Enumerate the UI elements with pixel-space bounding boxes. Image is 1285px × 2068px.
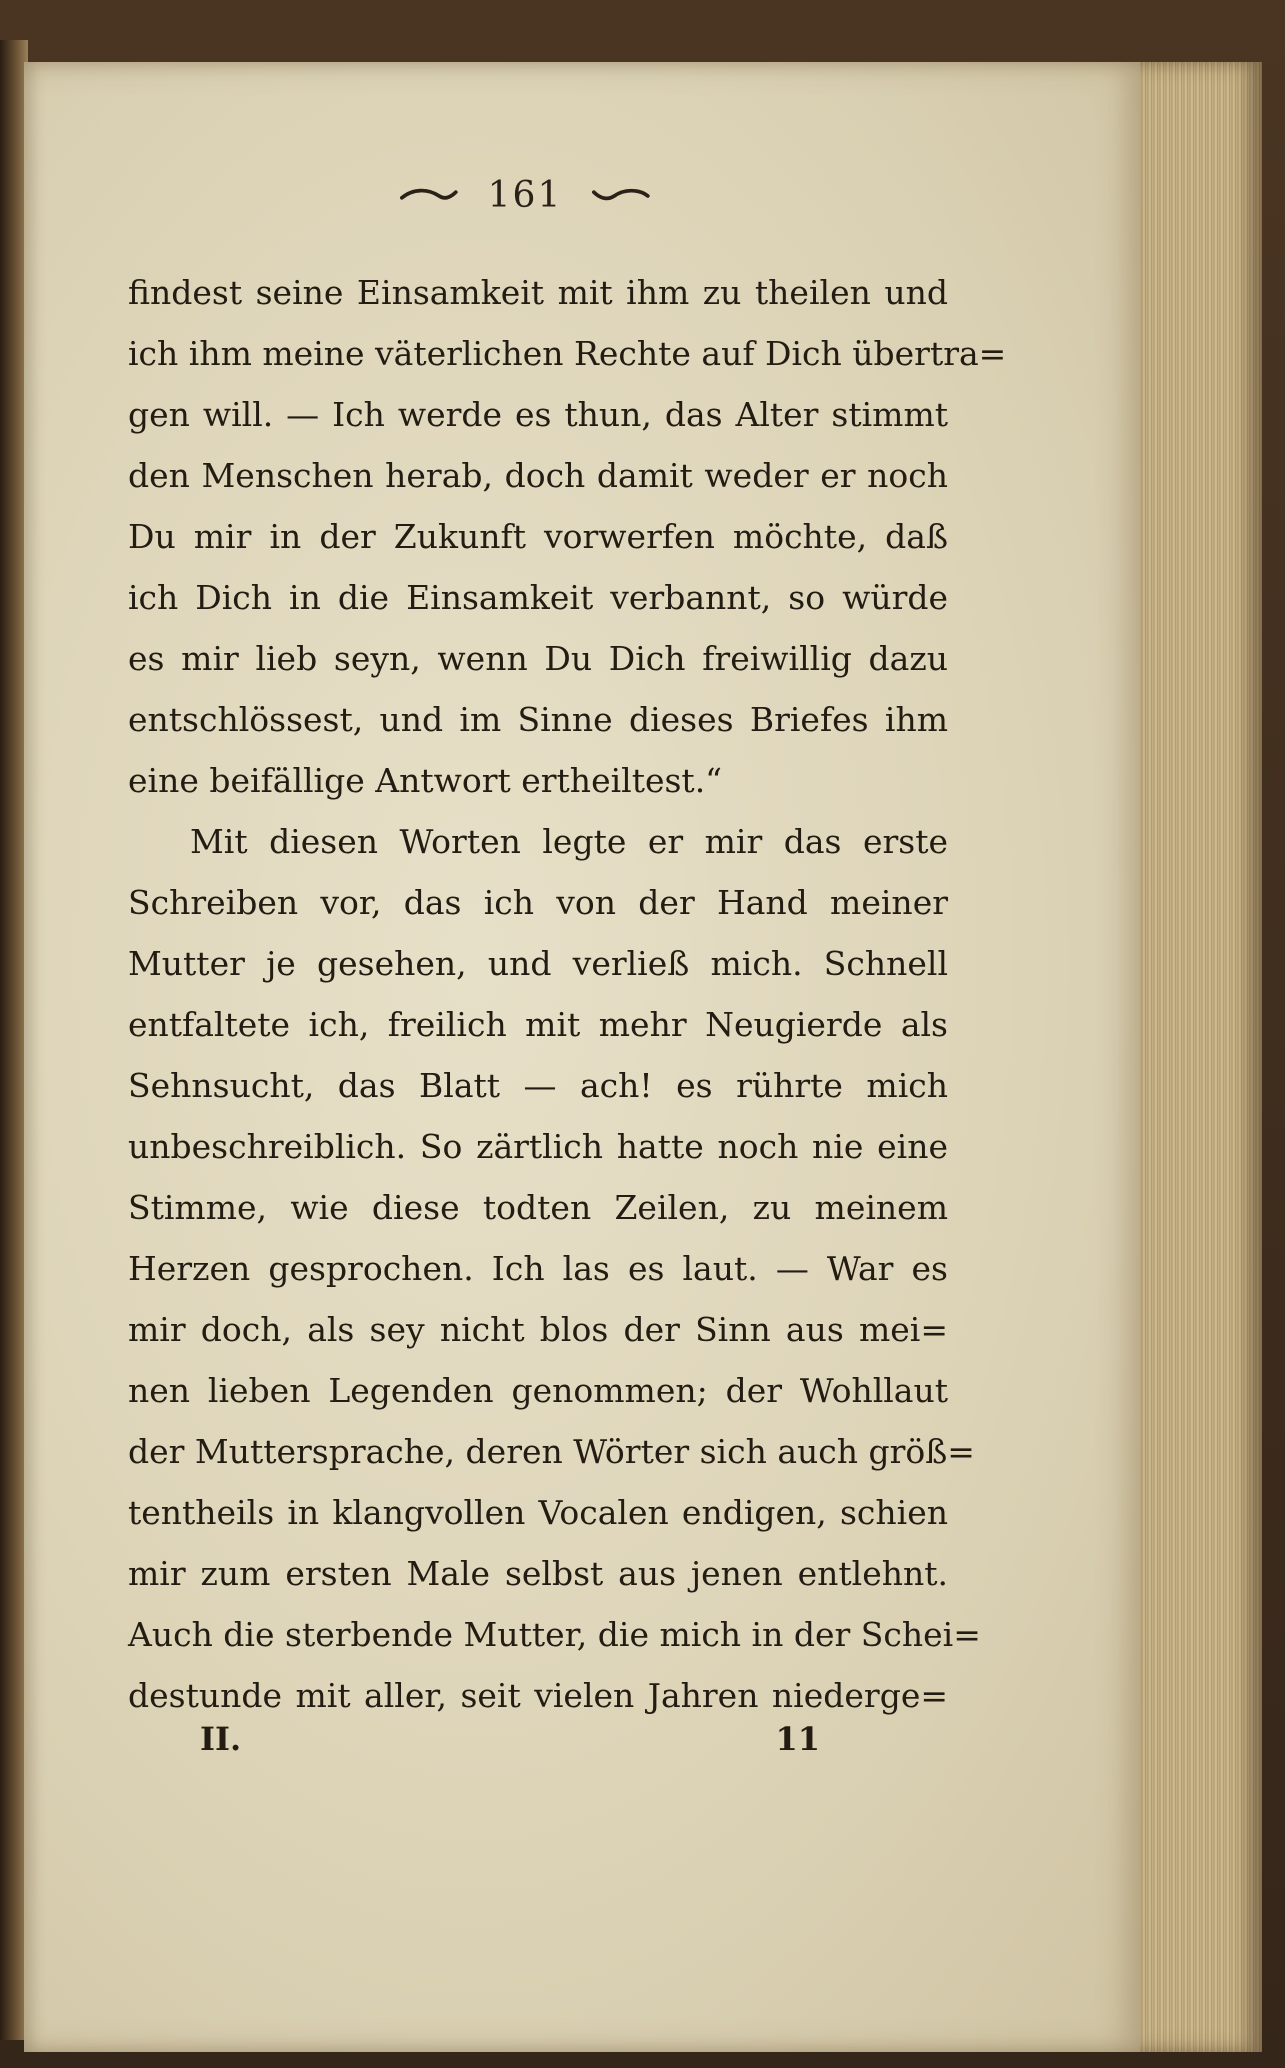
text-line: es mir lieb seyn, wenn Du Dich freiwillig dazu [128, 639, 948, 678]
page-footer [200, 1720, 820, 1770]
signature-number: 11 [775, 1720, 820, 1758]
text-line: der Muttersprache, deren Wörter sich auch größ= [128, 1432, 975, 1471]
text-line: Stimme, wie diese todten Zeilen, zu meinem [128, 1188, 948, 1227]
signature-mark: II. [200, 1720, 242, 1758]
text-line: ich ihm meine väterlichen Rechte auf Dich übertra= [128, 334, 1007, 373]
text-line: destunde mit aller, seit vielen Jahren niederge= [128, 1676, 948, 1715]
left-swash-ornament [400, 184, 458, 206]
text-line: mir doch, als sey nicht blos der Sinn aus mei= [128, 1310, 948, 1349]
page-fore-edge [1140, 62, 1262, 2052]
right-swash-ornament [592, 184, 650, 206]
text-line: tentheils in klangvollen Vocalen endigen, schien [128, 1493, 948, 1532]
text-line: eine beifällige Antwort ertheiltest.“ [128, 761, 723, 800]
text-line: nen lieben Legenden genommen; der Wohllaut [128, 1371, 948, 1410]
text-line: den Menschen herab, doch damit weder er noch [128, 456, 948, 495]
text-line: Mutter je gesehen, und verließ mich. Schnell [128, 944, 948, 983]
page-number: 161 [487, 174, 563, 216]
text-line: Auch die sterbende Mutter, die mich in der Schei= [128, 1615, 981, 1654]
text-line: entfaltete ich, freilich mit mehr Neugierde als [128, 1005, 948, 1044]
text-line: findest seine Einsamkeit mit ihm zu theilen und [128, 273, 948, 312]
page-body-text [128, 262, 1007, 1726]
text-line: Mit diesen Worten legte er mir das erste [190, 822, 948, 861]
text-line: Sehnsucht, das Blatt — ach! es rührte mich [128, 1066, 948, 1105]
text-line: ich Dich in die Einsamkeit verbannt, so würde [128, 578, 948, 617]
text-line: gen will. — Ich werde es thun, das Alter stimmt [128, 395, 948, 434]
text-line: Schreiben vor, das ich von der Hand meiner [128, 883, 948, 922]
text-line: entschlössest, und im Sinne dieses Briefes ihm [128, 700, 948, 739]
text-line: mir zum ersten Male selbst aus jenen entlehnt. [128, 1554, 948, 1593]
text-line: Herzen gesprochen. Ich las es laut. — War es [128, 1249, 948, 1288]
page-header [400, 165, 650, 225]
text-line: Du mir in der Zukunft vorwerfen möchte, daß [128, 517, 948, 556]
text-line: unbeschreiblich. So zärtlich hatte noch nie eine [128, 1127, 948, 1166]
